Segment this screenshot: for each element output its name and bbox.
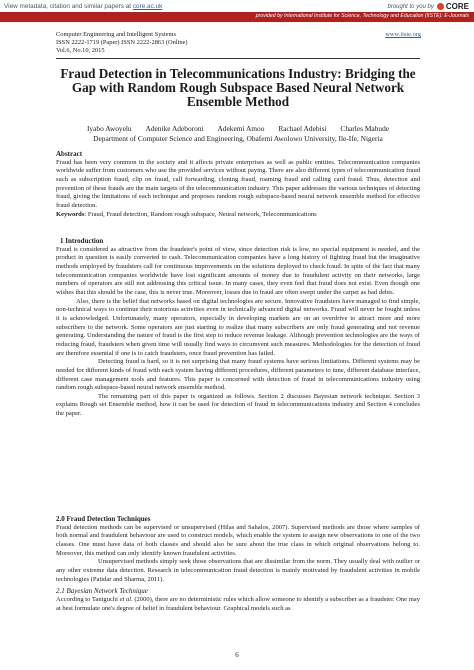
intro-paragraph-2: Also, there is the belief that networks based on digital technologies are secure. Innovative fraudsters have managed to find simple, non-technical ways to continue their notorious activities even in technically advanced digital networks. Fraud will never be fought unless it is acknowledged. Unfortunately, many operators, especially in developing markets are on an overdrive to attract more and more subscribers to the network. Some operators are just starting to realize that many subscribers are only fraud generating and not revenue generating. Understanding the nature of fraud is the first step to reduce revenue leakage. Although prevention technologies are the ways of reducing fraud, fraudsters when given time will usually find ways to circumvent such measures. Methodologies for the detection of fraud are therefore essential if one is to catch fraudsters, once fraud prevention has failed.	[56, 297, 420, 357]
journal-website-link[interactable]: www.iiste.org	[385, 31, 421, 38]
core-logo-text: CORE	[445, 2, 469, 11]
page-number: 6	[235, 651, 239, 659]
author: Adenike Adeboroni	[145, 124, 204, 133]
journal-header	[56, 31, 188, 56]
keywords	[56, 211, 420, 220]
author: Adekemi Amoo	[217, 124, 265, 133]
core-brought-text: brought to you by	[387, 3, 434, 10]
header-divider	[56, 58, 420, 59]
intro-paragraph-1: Fraud is considered as attractive from the fraudster's point of view, since detection risk is low, no special equipment is needed, and the product in question is easily converted to cash. Telecommunication companies have a long history of fighting fraud but the imaginative methods employed by fraudsters call for continuous improvements on the solutions deployed to check fraud. In spite of the fact that many telecommunication companies worldwide have lost significant amounts of money due to fraudulent activity on their networks, large numbers of operators are still not addressing this critical issue. In many cases, they even feel that fraud does not exist. Even though one wishes that this should be the case, this is never true. Moreover, losses due to fraud are often swept under the carpet as bad debts.	[56, 245, 420, 296]
affiliation: Department of Computer Science and Engineering, Obafemi Awolowo University, Ile-Ife, Nigeria	[93, 134, 383, 143]
core-logo	[437, 2, 469, 11]
author: Charles Mabude	[340, 124, 390, 133]
abstract-section	[56, 150, 420, 219]
sub21-text-post: (2000), there are no deterministic rules which allow someone to identify a subscriber as a fraudster. One may at best formulate one's degree of belief in fraudulent behaviour. Graphical models such as	[56, 595, 420, 612]
journal-volume: Vol.6, No.10, 2015	[56, 47, 105, 55]
core-link[interactable]: core.ac.uk	[132, 3, 163, 10]
section-2	[56, 515, 420, 613]
core-metadata-link[interactable]	[4, 3, 162, 10]
intro-heading: 1 Introduction	[60, 237, 104, 245]
intro-paragraph-4: The remaining part of this paper is organized as follows. Section 2 discusses Bayesian network technique. Section 3 explains Rough set Ensemble method, how it can be used for detection of fraud in telecommunications industry and Section 4 concludes the paper.	[56, 392, 420, 418]
subsection-2-1-paragraph	[56, 596, 420, 613]
core-banner	[0, 0, 474, 22]
keywords-label: Keywords	[56, 210, 85, 218]
section-2-heading: 2.0 Fraud Detection Techniques	[56, 515, 151, 523]
core-view-text: View metadata, citation and similar papers at	[4, 3, 133, 10]
abstract-text: Fraud has been very common in the society and it affects private enterprises as well as public entities. Telecommunication companies worldwide suffer from customers who use the provided services without paying. There are also different types of telecommunication fraud such as subscription fraud, clip on fraud, call forwarding, cloning fraud, roaming fraud and calling card fraud. Thus, detection and prevention of these frauds are the main targets of the telecommunication industry. This paper addresses the various techniques of detecting fraud, giving the limitations of each technique and proposes random rough subspace-based neural network ensemble method for effective fraud detection.	[56, 158, 420, 209]
author-list	[56, 124, 420, 133]
keywords-text: : Fraud, Fraud detection, Random rough subspace, Neural network, Telecommunications	[84, 210, 317, 218]
sub21-text-pre: According to Taniguchi	[56, 595, 120, 603]
section-2-paragraph-2: Unsupervised methods simply seek those observations that are dissimilar from the norm. They usually deal with outlier or any other extreme data detection. Research in telecommunication fraud detection is mainly motivated by fraudulent activities in mobile technologies (Patidar and Sharma, 2011).	[56, 558, 420, 583]
intro-paragraph-3: Detecting fraud is hard, so it is not surprising that many fraud systems have serious limitations. Different systems may be needed for different kinds of fraud with each system having different procedures, different parameters to tune, different database interface, different case management tools and features. This paper is concerned with detection of fraud in telecommunications industry using random rough subspace-based neural network ensemble method.	[56, 358, 420, 392]
author: Iyabo Awoyelu	[86, 124, 132, 133]
core-provided-text: provided by International Institute for Science, Technology and Education (IISTE): E-Journals	[255, 13, 469, 19]
core-logo-icon	[437, 3, 444, 10]
journal-issn: ISSN 2222-1719 (Paper) ISSN 2222-2863 (Online)	[56, 39, 188, 47]
section-2-paragraph-1: Fraud detection methods can be supervised or unsupervised (Hilas and Sahalos, 2007). Supervised methods are those where samples of both normal and fraudulent behaviour are used to construct models, which enable the system to assign new observations to one of the two classes. One must have data of both classes and should also be sure about the true class in which original observations belong to. Moreover, this method can only identify known fraudulent activities.	[56, 523, 420, 557]
author: Rachael Adebisi	[278, 124, 327, 133]
introduction-section	[56, 237, 420, 419]
sub21-etal: et al.	[119, 595, 133, 603]
core-brand[interactable]	[388, 2, 470, 11]
abstract-heading: Abstract	[56, 150, 83, 158]
journal-name: Computer Engineering and Intelligent Systems	[56, 31, 176, 38]
subsection-2-1-heading: 2.1 Bayesian Network Technique	[56, 587, 148, 596]
paper-title: Fraud Detection in Telecommunications Industry: Bridging the Gap with Random Rough Subspace Based Neural Network Ensemble Method	[60, 66, 416, 110]
core-provider-strip	[0, 12, 474, 22]
